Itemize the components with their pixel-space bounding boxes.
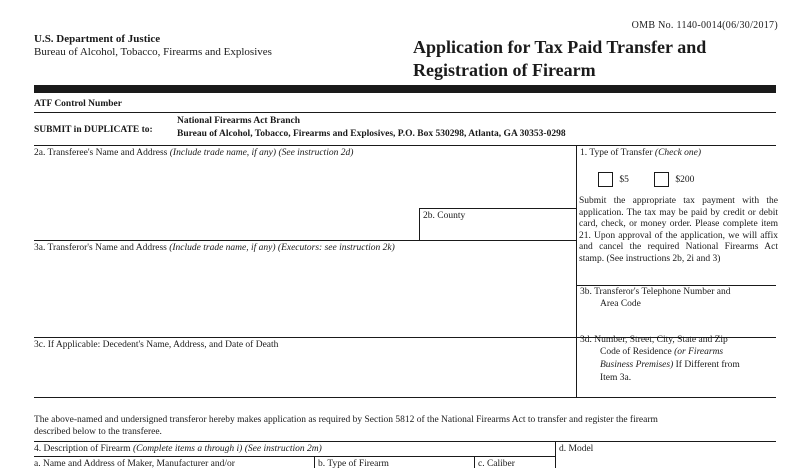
option-5-label: $5 <box>619 174 629 185</box>
transferor-phone-field[interactable] <box>578 311 775 335</box>
transferor-name-label: 3a. Transferor's Name and Address (Include trade name, if any) (Executors: see instruction 2k) <box>34 243 395 253</box>
form-title-line2: Registration of Firearm <box>413 60 596 80</box>
firearm-description-label: 4. Description of Firearm (Complete items a through i) (See instruction 2m) <box>34 444 322 454</box>
decedent-field[interactable] <box>34 352 574 396</box>
department-name: U.S. Department of Justice <box>34 33 161 45</box>
transferor-phone-label-2: Area Code <box>600 299 641 309</box>
divider <box>474 456 475 468</box>
bureau-name: Bureau of Alcohol, Tobacco, Firearms and Explosives <box>34 46 272 58</box>
residence-label: 3d. Number, Street, City, State and Zip <box>580 335 728 345</box>
transfer-statement-2: described below to the transferee. <box>34 427 162 437</box>
model-label: d. Model <box>559 444 594 454</box>
divider <box>34 397 776 398</box>
payment-instructions: Submit the appropriate tax payment with the application. The tax may be paid by credit or debit card, check, or money order. Please complete item 21. Upon approval of the application, we will affix and cancel the required National Firearms Act stamp. (See instructions 2b, 2i and 3) <box>579 196 778 264</box>
checkbox-200[interactable] <box>654 172 669 187</box>
column-divider <box>576 145 577 398</box>
transfer-option-200 <box>654 172 694 187</box>
caliber-label: c. Caliber <box>478 459 515 469</box>
transferee-name-field[interactable] <box>34 160 574 206</box>
transferor-name-field[interactable] <box>34 255 574 335</box>
atf-control-label: ATF Control Number <box>34 99 122 109</box>
decedent-label: 3c. If Applicable: Decedent's Name, Address, and Date of Death <box>34 340 279 350</box>
form-title-line1: Application for Tax Paid Transfer and <box>413 37 707 57</box>
firearm-type-label: b. Type of Firearm <box>318 459 389 469</box>
transfer-option-5 <box>598 172 629 187</box>
residence-label-4: Item 3a. <box>600 373 632 383</box>
divider <box>34 112 776 113</box>
option-200-label: $200 <box>675 174 695 185</box>
form-title <box>413 36 773 82</box>
divider <box>577 285 776 286</box>
transferee-name-label: 2a. Transferee's Name and Address (Include trade name, if any) (See instruction 2d) <box>34 148 354 158</box>
transfer-statement-1: The above-named and undersigned transferor hereby makes application as required by Section 5812 of the National Firearms Act to transfer and register the firearm <box>34 415 658 425</box>
residence-label-3: Business Premises) If Different from <box>600 360 740 370</box>
omb-number: OMB No. 1140-0014(06/30/2017) <box>631 20 778 31</box>
divider <box>34 240 576 241</box>
divider <box>34 456 555 457</box>
county-label: 2b. County <box>423 211 466 221</box>
transferor-phone-label: 3b. Transferor's Telephone Number and <box>580 287 731 297</box>
county-field[interactable] <box>420 222 575 239</box>
divider <box>555 441 556 468</box>
submit-branch: National Firearms Act Branch <box>177 116 301 126</box>
divider <box>34 145 776 146</box>
maker-label: a. Name and Address of Maker, Manufacturer and/or <box>34 459 235 469</box>
checkbox-5[interactable] <box>598 172 613 187</box>
divider <box>419 208 576 209</box>
header-rule <box>34 85 776 93</box>
submit-address: Bureau of Alcohol, Tobacco, Firearms and Explosives, P.O. Box 530298, Atlanta, GA 30353-0298 <box>177 129 566 139</box>
divider <box>314 456 315 468</box>
submit-label: SUBMIT in DUPLICATE to: <box>34 125 153 135</box>
divider <box>34 441 776 442</box>
residence-label-2: Code of Residence (or Firearms <box>600 347 724 357</box>
transfer-type-label: 1. Type of Transfer (Check one) <box>580 148 702 158</box>
